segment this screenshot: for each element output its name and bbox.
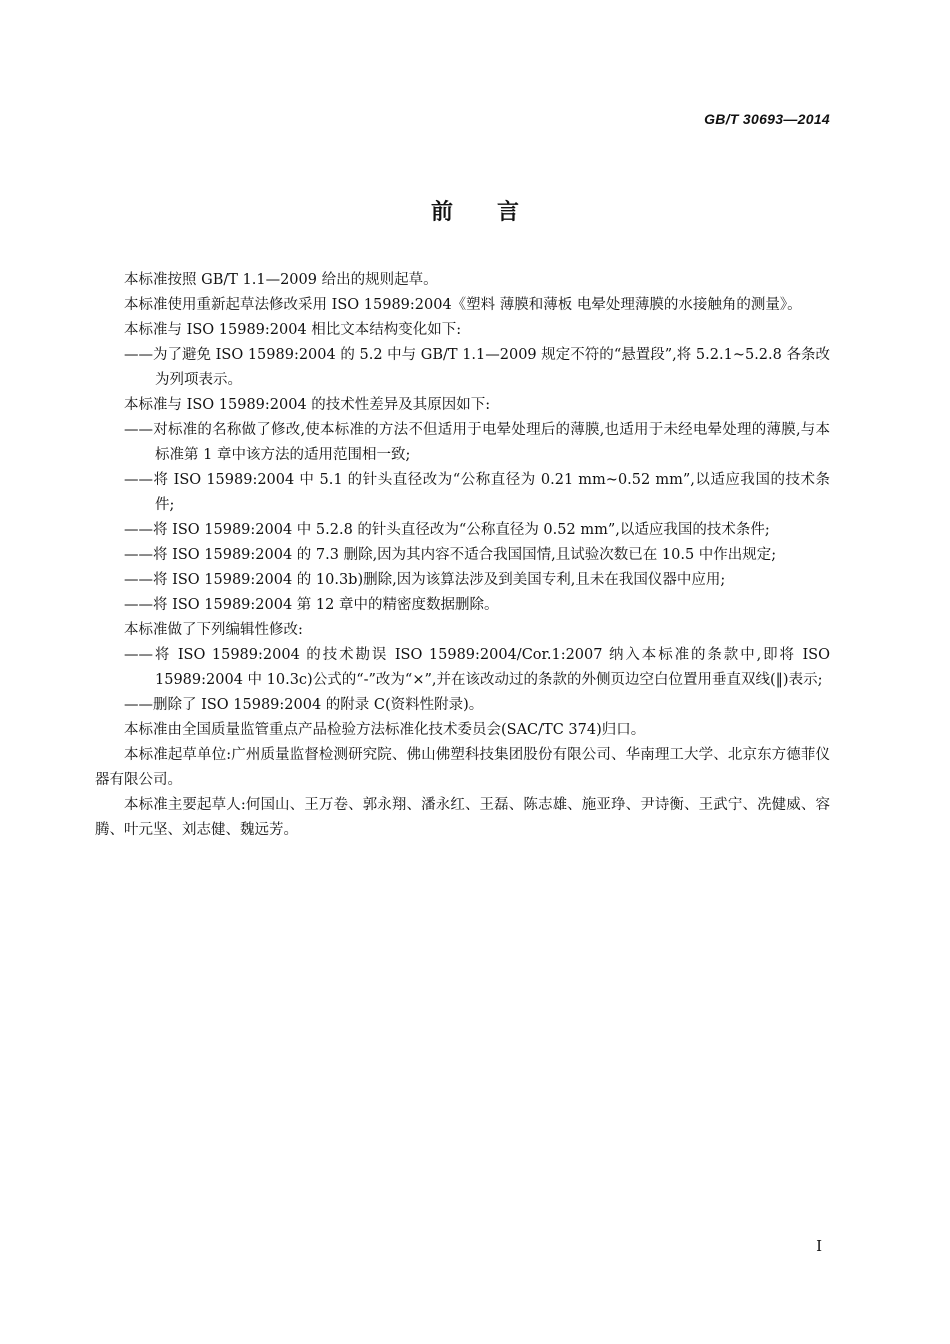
paragraph-adoption: 本标准使用重新起草法修改采用 ISO 15989:2004《塑料 薄膜和薄板 电晕处理薄膜的水接触角的测量》。: [124, 297, 802, 313]
list-item: ——删除了 ISO 15989:2004 的附录 C(资料性附录)。: [124, 697, 484, 713]
paragraph-drafting-units: 本标准起草单位:广州质量监督检测研究院、佛山佛塑科技集团股份有限公司、华南理工大学、北京东方德菲仪器有限公司。: [95, 747, 830, 788]
paragraph-structure-changes: 本标准与 ISO 15989:2004 相比文本结构变化如下:: [124, 322, 462, 338]
list-item: ——将 ISO 15989:2004 的 10.3b)删除,因为该算法涉及到美国专利,且未在我国仪器中应用;: [124, 572, 726, 588]
list-item: ——为了避免 ISO 15989:2004 的 5.2 中与 GB/T 1.1—2009 规定不符的“悬置段”,将 5.2.1~5.2.8 各条改为列项表示。: [124, 347, 830, 388]
list-item: ——对标准的名称做了修改,使本标准的方法不但适用于电晕处理后的薄膜,也适用于未经电晕处理的薄膜,与本标准第 1 章中该方法的适用范围相一致;: [124, 422, 830, 463]
list-item: ——将 ISO 15989:2004 中 5.1 的针头直径改为“公称直径为 0.21 mm~0.52 mm”,以适应我国的技术条件;: [124, 472, 830, 513]
page-title: 前言: [430, 200, 563, 225]
paragraph-drafting-rules: 本标准按照 GB/T 1.1—2009 给出的规则起草。: [124, 272, 438, 288]
list-item: ——将 ISO 15989:2004 中 5.2.8 的针头直径改为“公称直径为 0.52 mm”,以适应我国的技术条件;: [124, 522, 770, 538]
standard-code: GB/T 30693—2014: [704, 111, 830, 127]
page-number: I: [816, 1237, 822, 1255]
list-item: ——将 ISO 15989:2004 的 7.3 删除,因为其内容不适合我国国情,且试验次数已在 10.5 中作出规定;: [124, 547, 777, 563]
paragraph-drafters: 本标准主要起草人:何国山、王万卷、郭永翔、潘永红、王磊、陈志雄、施亚琤、尹诗衡、王武宁、冼健威、容腾、叶元坚、刘志健、魏远芳。: [95, 797, 830, 838]
paragraph-technical-differences: 本标准与 ISO 15989:2004 的技术性差异及其原因如下:: [124, 397, 491, 413]
paragraph-committee: 本标准由全国质量监管重点产品检验方法标准化技术委员会(SAC/TC 374)归口。: [124, 722, 646, 738]
list-item: ——将 ISO 15989:2004 的技术勘误 ISO 15989:2004/Cor.1:2007 纳入本标准的条款中,即将 ISO 15989:2004 中 10.3c)公式的“-”改为“×”,并在该改动过的条款的外侧页边空白位置用垂直双线(‖)表示;: [124, 647, 830, 688]
document-body: [95, 268, 830, 843]
paragraph-editorial-changes: 本标准做了下列编辑性修改:: [124, 622, 303, 638]
list-item: ——将 ISO 15989:2004 第 12 章中的精密度数据删除。: [124, 597, 499, 613]
